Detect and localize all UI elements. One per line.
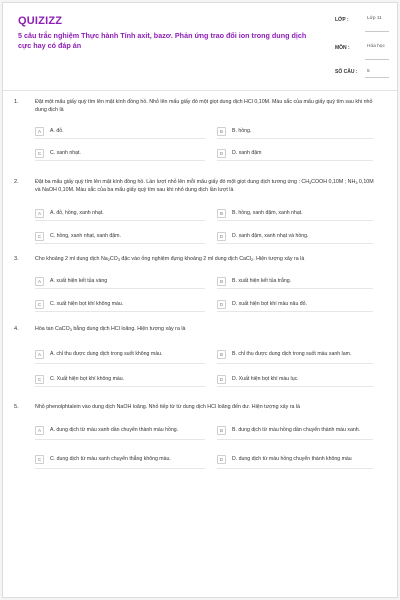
option-d[interactable] xyxy=(217,230,373,244)
option-letter: A xyxy=(35,426,44,435)
option-b[interactable] xyxy=(217,207,373,221)
option-b[interactable] xyxy=(217,125,373,139)
option-letter: B xyxy=(217,277,226,286)
option-d[interactable] xyxy=(217,147,373,161)
quizizz-logo: QUIZIZZ xyxy=(18,15,63,27)
option-a[interactable] xyxy=(35,275,205,289)
option-text: D. dung dịch từ màu hồng chuyển thành không màu xyxy=(232,456,352,463)
option-text: B. dung dịch từ màu hồng dần chuyển thành màu xanh. xyxy=(232,427,361,434)
subject-underline xyxy=(365,59,389,60)
option-d[interactable] xyxy=(217,298,373,312)
option-a[interactable] xyxy=(35,207,205,221)
option-text: A. đỏ. xyxy=(50,128,64,135)
option-letter: D xyxy=(217,300,226,309)
option-text: A. dung dịch từ màu xanh dần chuyển thành màu hồng. xyxy=(50,427,179,434)
option-text: B. xuất hiện kết tủa trắng. xyxy=(232,278,292,285)
option-letter: A xyxy=(35,209,44,218)
option-d[interactable] xyxy=(217,373,373,387)
count-value: 5 xyxy=(367,69,370,74)
option-c[interactable] xyxy=(35,298,205,312)
option-text: C. hồng, xanh nhạt, xanh đậm. xyxy=(50,233,121,240)
option-letter: D xyxy=(217,375,226,384)
option-text: A. xuất hiện kết tủa vàng xyxy=(50,278,108,285)
option-letter: C xyxy=(35,455,44,464)
option-letter: B xyxy=(217,127,226,136)
option-text: C. xuất hiện bọt khí không màu. xyxy=(50,301,124,308)
option-letter: A xyxy=(35,350,44,359)
option-b[interactable] xyxy=(217,422,373,440)
option-b[interactable] xyxy=(217,346,373,364)
question-text: Đặt ba mẩu giấy quỳ tím lên mặt kính đồng hồ. Lần lượt nhỏ lên mỗi mẩu giấy đó một giọt dung dịch tương ứng : $CH_3COOH$ 0,10M ; $NH_3$ 0,10M và NaOH 0,10M. Màu sắc của ba mẩu giấy quỳ tím sau khi nhỏ dung dịch lần lượt là xyxy=(35,179,374,193)
option-c[interactable] xyxy=(35,147,205,161)
option-d[interactable] xyxy=(217,451,373,469)
option-c[interactable] xyxy=(35,373,205,387)
option-c[interactable] xyxy=(35,451,205,469)
option-letter: C xyxy=(35,300,44,309)
question-text: Đặt một mẩu giấy quỳ tím lên mặt kính đồng hồ. Nhỏ lên mẩu giấy đó một giọt dung dịch HCl 0,10M. Màu sắc của mẩu giấy quỳ tím sau khi nhỏ dung dịch là xyxy=(35,99,373,113)
class-value: Lớp 11 xyxy=(367,16,382,21)
question-text: Hòa tan CaCO$_3$ bằng dung dịch HCl loãng. Hiện tượng xảy ra là xyxy=(35,326,186,332)
count-label: SỐ CÂU : xyxy=(335,69,358,75)
option-letter: B xyxy=(217,350,226,359)
option-letter: D xyxy=(217,149,226,158)
class-label: LỚP : xyxy=(335,17,349,23)
option-text: D. xanh đậm xyxy=(232,150,262,157)
option-text: A. đỏ, hồng, xanh nhạt. xyxy=(50,210,104,217)
option-a[interactable] xyxy=(35,346,205,364)
worksheet-title: 5 câu trắc nghiệm Thực hành Tính axit, bazơ. Phản ứng trao đổi ion trong dung dịch cực hay có đáp án xyxy=(18,31,307,50)
count-underline xyxy=(365,77,389,78)
option-letter: C xyxy=(35,232,44,241)
header-divider xyxy=(3,90,397,91)
worksheet-page xyxy=(2,2,398,598)
option-text: B. hồng, xanh đậm, xanh nhạt. xyxy=(232,210,303,217)
option-c[interactable] xyxy=(35,230,205,244)
option-letter: A xyxy=(35,277,44,286)
subject-label: MÔN : xyxy=(335,45,350,51)
option-text: A. chỉ thu được dung dịch trong suốt không màu. xyxy=(50,351,163,358)
option-text: C. dung dịch từ màu xanh chuyển thẳng không màu. xyxy=(50,456,171,463)
option-text: C. Xuất hiện bọt khí không màu. xyxy=(50,376,125,383)
question-number: 1. xyxy=(14,99,19,105)
option-letter: D xyxy=(217,455,226,464)
option-text: B. chỉ thu được dung dịch trong suốt màu xanh lam. xyxy=(232,351,352,358)
option-text: D. xanh đậm, xanh nhạt và hồng. xyxy=(232,233,309,240)
option-letter: B xyxy=(217,209,226,218)
option-text: B. hồng. xyxy=(232,128,252,135)
question-number: 5. xyxy=(14,404,19,410)
option-text: C. xanh nhạt. xyxy=(50,150,81,157)
question-text: Cho khoảng 2 ml dung dịch $Na_2CO_3$ đặc vào ống nghiệm đựng khoảng 2 ml dung dịch CaCl$_2$. Hiện tượng xảy ra là xyxy=(35,256,305,262)
question-number: 3. xyxy=(14,256,19,262)
option-letter: C xyxy=(35,149,44,158)
question-number: 4. xyxy=(14,326,19,332)
option-b[interactable] xyxy=(217,275,373,289)
question-text: Nhỏ phenolphtalein vào dung dịch NaOH loãng. Nhỏ tiếp từ từ dung dịch HCl loãng đến dư. Hiện tượng xảy ra là xyxy=(35,404,301,410)
option-letter: C xyxy=(35,375,44,384)
option-a[interactable] xyxy=(35,125,205,139)
class-underline xyxy=(365,31,389,32)
subject-value: Hóa học xyxy=(367,44,385,49)
option-text: D. xuất hiện bọt khí màu nâu đỏ. xyxy=(232,301,307,308)
option-letter: B xyxy=(217,426,226,435)
option-letter: D xyxy=(217,232,226,241)
question-number: 2. xyxy=(14,179,19,185)
option-text: D. Xuất hiện bọt khí màu lục. xyxy=(232,376,299,383)
option-letter: A xyxy=(35,127,44,136)
option-a[interactable] xyxy=(35,422,205,440)
